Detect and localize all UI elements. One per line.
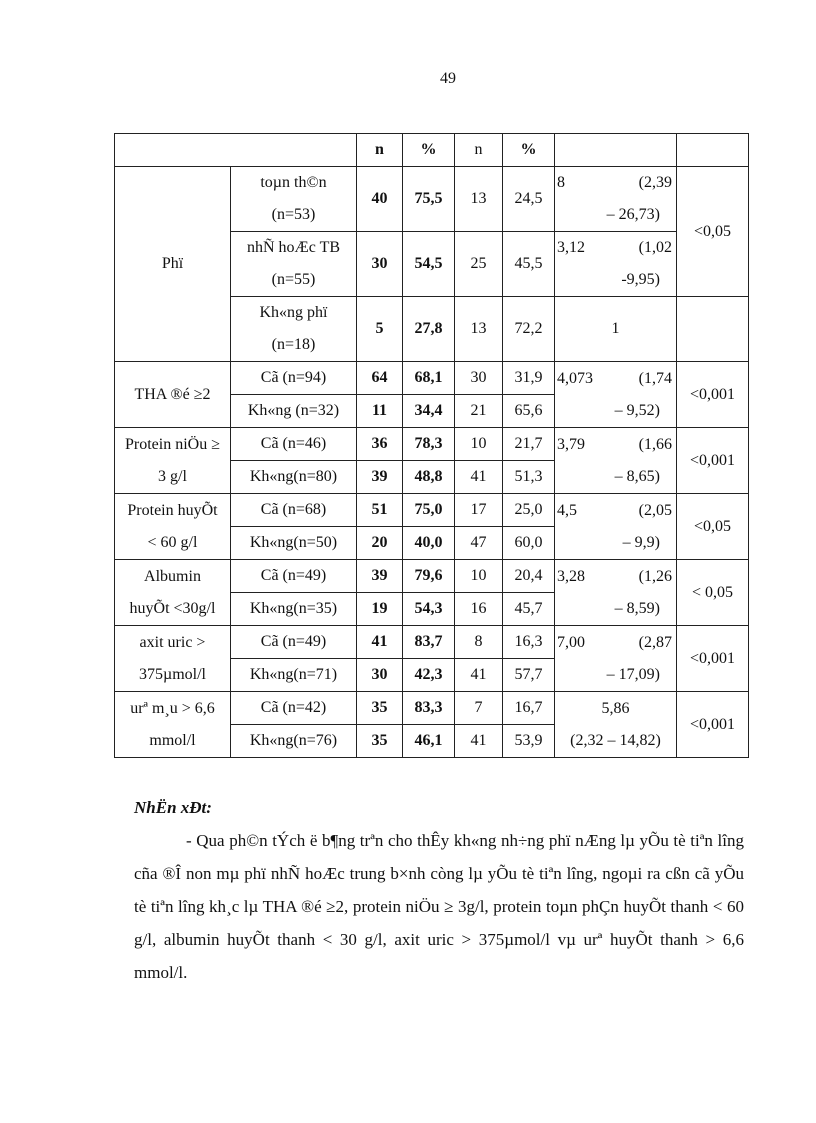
- or-ci-high: – 17,09): [606, 665, 660, 683]
- cell-p-value: <0,05: [677, 167, 749, 297]
- cell-p2: 72,2: [503, 297, 555, 362]
- or-ci-high: – 8,59): [614, 599, 660, 617]
- cell-p2: 31,9: [503, 362, 555, 395]
- cell-p1: 42,3: [403, 659, 455, 692]
- subgroup-label: [231, 297, 357, 362]
- subgroup-line1: nhÑ hoÆc TB: [246, 239, 341, 256]
- or-value: 4,073: [557, 369, 593, 387]
- cell-p-value: <0,001: [677, 362, 749, 428]
- subgroup-label: [231, 167, 357, 232]
- cell-n2: 21: [455, 395, 503, 428]
- cell-n1: 30: [357, 659, 403, 692]
- cell-p2: 20,4: [503, 560, 555, 593]
- or-value: 5,86: [601, 699, 630, 717]
- group-label-line1: Protein huyÕt: [127, 501, 218, 519]
- group-label: [115, 626, 231, 692]
- cell-p1: 40,0: [403, 527, 455, 560]
- cell-n1: 20: [357, 527, 403, 560]
- cell-n2: 17: [455, 494, 503, 527]
- cell-n1: 19: [357, 593, 403, 626]
- cell-n1: 5: [357, 297, 403, 362]
- table-row: [115, 494, 749, 527]
- cell-p1: 68,1: [403, 362, 455, 395]
- subgroup-label: [231, 232, 357, 297]
- or-ci-low: (1,66: [638, 435, 672, 453]
- cell-n2: 13: [455, 297, 503, 362]
- cell-p1: 75,5: [403, 167, 455, 232]
- cell-p2: 24,5: [503, 167, 555, 232]
- header-row: [115, 134, 749, 167]
- cell-or: [555, 232, 677, 297]
- page-number: 49: [440, 70, 456, 87]
- group-label: Phï: [115, 167, 231, 362]
- cell-p-value-empty: [677, 297, 749, 362]
- comment-section: [134, 798, 744, 989]
- cell-or: [555, 167, 677, 232]
- or-ci-low: (1,74: [638, 369, 672, 387]
- or-ci-low: (2,87: [638, 633, 672, 651]
- cell-n1: 30: [357, 232, 403, 297]
- cell-p2: 45,7: [503, 593, 555, 626]
- group-label-line1: Protein niÖu ≥: [125, 435, 220, 453]
- cell-p2: 57,7: [503, 659, 555, 692]
- header-empty-p: [677, 134, 749, 167]
- cell-n1: 36: [357, 428, 403, 461]
- or-value: 3,12: [557, 239, 585, 256]
- cell-n2: 41: [455, 461, 503, 494]
- cell-p1: 83,3: [403, 692, 455, 725]
- cell-n2: 13: [455, 167, 503, 232]
- cell-or: 1: [555, 297, 677, 362]
- or-ci-low: (1,02: [638, 239, 672, 256]
- table-row: [115, 626, 749, 659]
- cell-p-value: <0,001: [677, 692, 749, 758]
- cell-n1: 64: [357, 362, 403, 395]
- subgroup-line2: (n=55): [271, 271, 316, 288]
- cell-n2: 41: [455, 659, 503, 692]
- cell-p1: 75,0: [403, 494, 455, 527]
- cell-p1: 83,7: [403, 626, 455, 659]
- subgroup-line2: (n=18): [271, 336, 316, 353]
- subgroup-label: Kh«ng(n=50): [231, 527, 357, 560]
- or-value: 3,28: [557, 567, 585, 585]
- cell-n2: 10: [455, 560, 503, 593]
- cell-p2: 16,3: [503, 626, 555, 659]
- cell-p1: 46,1: [403, 725, 455, 758]
- subgroup-label: Cã (n=49): [231, 626, 357, 659]
- subgroup-label: Kh«ng (n=32): [231, 395, 357, 428]
- group-label-line2: < 60 g/l: [147, 533, 198, 551]
- group-label: THA ®é ≥2: [115, 362, 231, 428]
- cell-n1: 39: [357, 461, 403, 494]
- subgroup-label: Kh«ng(n=76): [231, 725, 357, 758]
- cell-n2: 16: [455, 593, 503, 626]
- table-row: [115, 560, 749, 593]
- comment-title: NhËn xÐt:: [134, 798, 212, 817]
- cell-p1: 54,5: [403, 232, 455, 297]
- cell-p1: 27,8: [403, 297, 455, 362]
- group-label: [115, 428, 231, 494]
- comment-paragraph: - Qua ph©n tÝch ë b¶ng trªn cho thÊy kh«ng nh÷ng phï nÆng lµ yÕu tè tiªn lîng cña ®Î non mµ phï nhÑ hoÆc trung b×nh còng lµ yÕu tè tiªn lîng, ngoµi ra cßn cã yÕu tè tiªn lîng kh¸c lµ THA ®é ≥2, protein niÖu ≥ 3g/l, protein toµn phÇn huyÕt thanh < 60 g/l, albumin huyÕt thanh < 30 g/l, axit uric > 375µmol/l vµ urª huyÕt thanh > 6,6 mmol/l.: [134, 831, 744, 982]
- cell-p2: 60,0: [503, 527, 555, 560]
- subgroup-label: Cã (n=49): [231, 560, 357, 593]
- cell-or: [555, 560, 677, 626]
- subgroup-label: Cã (n=94): [231, 362, 357, 395]
- cell-n1: 35: [357, 692, 403, 725]
- cell-n2: 10: [455, 428, 503, 461]
- group-label: [115, 494, 231, 560]
- group-label-line2: 3 g/l: [158, 467, 187, 485]
- group-label-line1: Albumin: [144, 567, 201, 585]
- or-ci-low: (2,39: [638, 174, 672, 191]
- cell-p2: 21,7: [503, 428, 555, 461]
- header-pct-1: %: [403, 134, 455, 167]
- group-label-line2: 375µmol/l: [139, 665, 206, 683]
- or-value: 4,5: [557, 501, 577, 519]
- cell-n1: 40: [357, 167, 403, 232]
- cell-p-value: < 0,05: [677, 560, 749, 626]
- cell-n1: 39: [357, 560, 403, 593]
- cell-n2: 30: [455, 362, 503, 395]
- cell-p-value: <0,001: [677, 428, 749, 494]
- header-empty: [115, 134, 357, 167]
- or-ci-high: – 26,73): [606, 206, 660, 223]
- subgroup-label: Kh«ng(n=71): [231, 659, 357, 692]
- cell-n2: 41: [455, 725, 503, 758]
- or-ci: (2,32 – 14,82): [570, 731, 661, 749]
- group-label-line2: huyÕt <30g/l: [129, 599, 216, 617]
- or-ci-high: – 8,65): [614, 467, 660, 485]
- group-label-line1: urª m¸u > 6,6: [130, 699, 215, 717]
- or-ci-high: – 9,52): [614, 401, 660, 419]
- or-ci-high: -9,95): [621, 271, 660, 288]
- table-row: [115, 167, 749, 232]
- table-row: [115, 692, 749, 725]
- subgroup-line2: (n=53): [271, 206, 316, 223]
- cell-n1: 11: [357, 395, 403, 428]
- cell-or: [555, 494, 677, 560]
- subgroup-label: Cã (n=42): [231, 692, 357, 725]
- subgroup-line1: Kh«ng phï: [259, 304, 328, 321]
- or-ci-high: – 9,9): [622, 533, 660, 551]
- or-ci-low: (1,26: [638, 567, 672, 585]
- cell-n1: 35: [357, 725, 403, 758]
- or-value: 8: [557, 174, 565, 191]
- cell-p1: 79,6: [403, 560, 455, 593]
- cell-n2: 47: [455, 527, 503, 560]
- header-empty-or: [555, 134, 677, 167]
- cell-or: [555, 626, 677, 692]
- group-label-line1: axit uric >: [139, 633, 206, 651]
- cell-p1: 34,4: [403, 395, 455, 428]
- header-n-1: n: [357, 134, 403, 167]
- cell-p2: 25,0: [503, 494, 555, 527]
- cell-p1: 48,8: [403, 461, 455, 494]
- results-table: [114, 133, 749, 758]
- or-ci-low: (2,05: [638, 501, 672, 519]
- cell-p2: 65,6: [503, 395, 555, 428]
- subgroup-line1: toµn th©n: [260, 174, 327, 191]
- cell-or: [555, 692, 677, 758]
- cell-n2: 8: [455, 626, 503, 659]
- group-label-line2: mmol/l: [149, 731, 196, 749]
- cell-p2: 51,3: [503, 461, 555, 494]
- subgroup-label: Kh«ng(n=35): [231, 593, 357, 626]
- cell-p2: 53,9: [503, 725, 555, 758]
- subgroup-label: Kh«ng(n=80): [231, 461, 357, 494]
- or-value: 7,00: [557, 633, 585, 651]
- subgroup-label: Cã (n=46): [231, 428, 357, 461]
- group-label: [115, 560, 231, 626]
- cell-or: [555, 362, 677, 428]
- cell-or: [555, 428, 677, 494]
- cell-p1: 54,3: [403, 593, 455, 626]
- cell-n2: 25: [455, 232, 503, 297]
- table-row: [115, 362, 749, 395]
- cell-p2: 45,5: [503, 232, 555, 297]
- cell-p-value: <0,05: [677, 494, 749, 560]
- subgroup-label: Cã (n=68): [231, 494, 357, 527]
- or-value: 3,79: [557, 435, 585, 453]
- cell-n2: 7: [455, 692, 503, 725]
- cell-p1: 78,3: [403, 428, 455, 461]
- group-label: [115, 692, 231, 758]
- cell-n1: 41: [357, 626, 403, 659]
- header-pct-2: %: [503, 134, 555, 167]
- header-n-2: n: [455, 134, 503, 167]
- table-row: [115, 428, 749, 461]
- cell-n1: 51: [357, 494, 403, 527]
- cell-p2: 16,7: [503, 692, 555, 725]
- cell-p-value: <0,001: [677, 626, 749, 692]
